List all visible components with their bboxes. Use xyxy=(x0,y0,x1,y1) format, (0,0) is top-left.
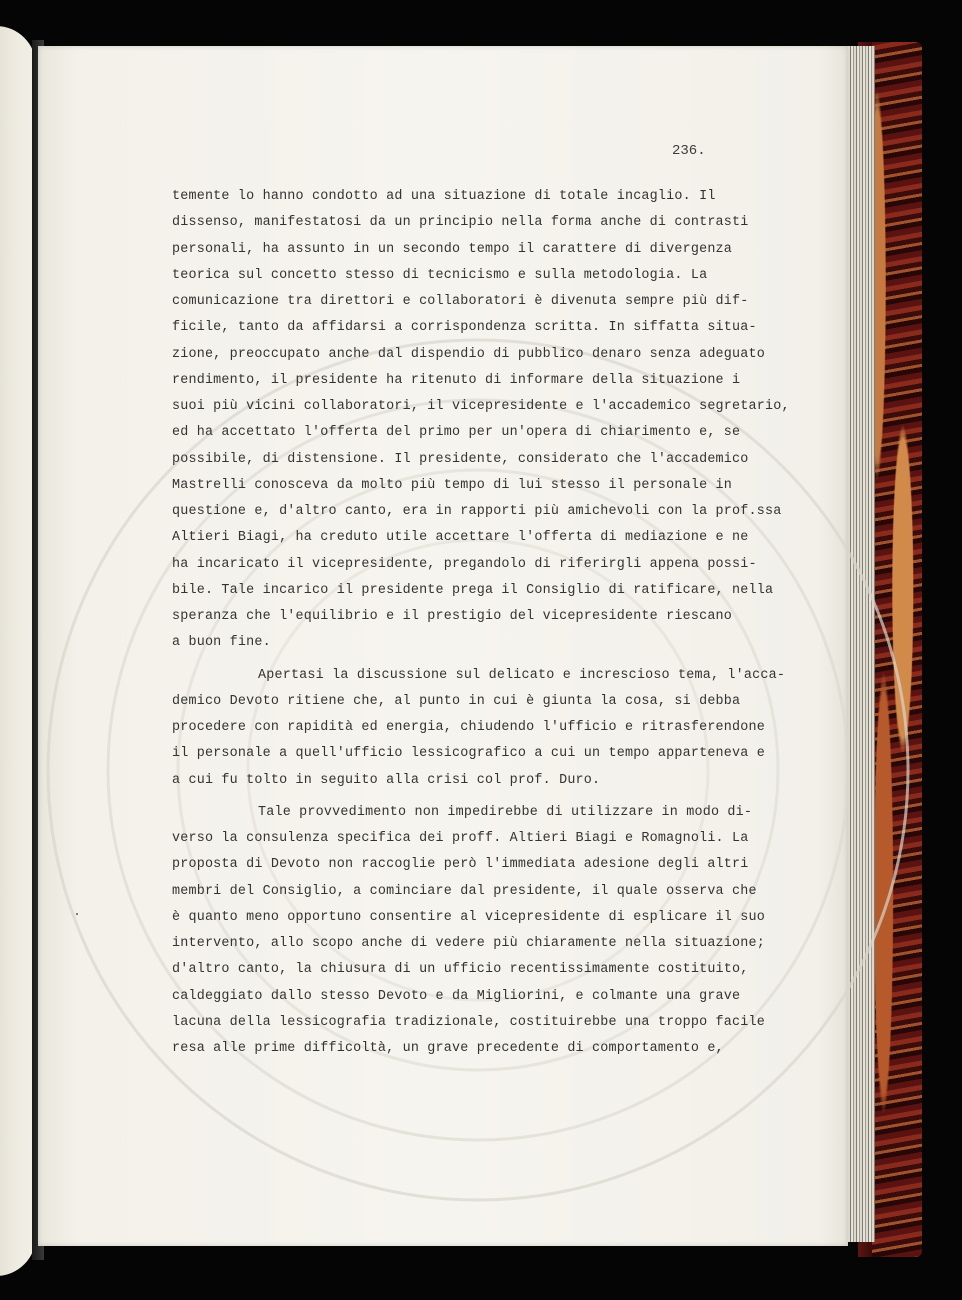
text-line: d'altro canto, la chiusura di un ufficio recentissimamente costituito, xyxy=(172,962,749,978)
text-line: intervento, allo scopo anche di vedere più chiaramente nella situazione; xyxy=(172,936,765,951)
text-line: il personale a quell'ufficio lessicografico a cui un tempo apparteneva e xyxy=(172,746,765,762)
text-line: Mastrelli conosceva da molto più tempo di lui stesso il personale in xyxy=(172,477,733,493)
text-line: speranza che l'equilibrio e il prestigio del vicepresidente riescano xyxy=(172,609,733,624)
text-line: proposta di Devoto non raccoglie però l'immediata adesione degli altri xyxy=(172,857,749,873)
text-line: comunicazione tra direttori e collaboratori è divenuta sempre più dif- xyxy=(172,294,749,309)
text-line: bile. Tale incarico il presidente prega il Consiglio di ratificare, nella xyxy=(172,582,774,598)
text-line: zione, preoccupato anche dal dispendio di pubblico denaro senza adeguato xyxy=(172,346,765,362)
text-line: questione e, d'altro canto, era in rapporti più amichevoli con la prof.ssa xyxy=(172,504,782,519)
text-line: teorica sul concetto stesso di tecnicismo e sulla metodologia. La xyxy=(172,267,708,283)
text-line: resa alle prime difficoltà, un grave precedente di comportamento e, xyxy=(172,1041,724,1056)
text-line: temente lo hanno condotto ad una situazione di totale incaglio. Il xyxy=(172,189,716,204)
text-line: procedere con rapidità ed energia, chiudendo l'ufficio e ritrasferendone xyxy=(172,720,765,735)
text-line: dissenso, manifestatosi da un principio nella forma anche di contrasti xyxy=(172,215,749,231)
page-number: 236. xyxy=(672,143,706,159)
paper-speck xyxy=(76,913,78,915)
text-line: a buon fine. xyxy=(172,635,271,651)
text-line: Altieri Biagi, ha creduto utile accettare l'offerta di mediazione e ne xyxy=(172,530,749,546)
paragraph-3 xyxy=(172,800,772,1063)
text-line: ed ha accettato l'offerta del primo per un'opera di chiarimento e, se xyxy=(172,425,741,441)
text-line: è quanto meno opportuno consentire al vicepresidente di esplicare il suo xyxy=(172,909,765,925)
text-line: suoi più vicini collaboratori, il vicepresidente e l'accademico segretario, xyxy=(172,399,790,414)
text-line: rendimento, il presidente ha ritenuto di informare della situazione i xyxy=(172,372,741,388)
body-text xyxy=(172,184,790,1062)
paragraph-1 xyxy=(172,184,790,657)
paragraph-2 xyxy=(172,663,786,794)
text-line: possibile, di distensione. Il presidente, considerato che l'accademico xyxy=(172,451,749,467)
text-line: Apertasi la discussione sul delicato e increscioso tema, l'acca- xyxy=(258,667,786,683)
page-edges xyxy=(845,46,875,1242)
text-line: membri del Consiglio, a cominciare dal presidente, il quale osserva che xyxy=(172,883,757,899)
facing-page-edge xyxy=(0,26,36,1276)
text-line: demico Devoto ritiene che, al punto in cui è giunta la cosa, si debba xyxy=(172,693,741,709)
text-line: lacuna della lessicografia tradizionale, costituirebbe una troppo facile xyxy=(172,1014,765,1030)
text-line: ficile, tanto da affidarsi a corrispondenza scritta. In siffatta situa- xyxy=(172,320,757,336)
text-line: ha incaricato il vicepresidente, pregandolo di riferirgli appena possi- xyxy=(172,556,757,572)
text-line: Tale provvedimento non impedirebbe di utilizzare in modo di- xyxy=(258,804,753,820)
text-line: verso la consulenza specifica dei proff. Altieri Biagi e Romagnoli. La xyxy=(172,831,749,846)
text-line: a cui fu tolto in seguito alla crisi col prof. Duro. xyxy=(172,772,601,788)
text-line: personali, ha assunto in un secondo tempo il carattere di divergenza xyxy=(172,241,733,257)
text-line: caldeggiato dallo stesso Devoto e da Migliorini, e colmante una grave xyxy=(172,988,741,1004)
